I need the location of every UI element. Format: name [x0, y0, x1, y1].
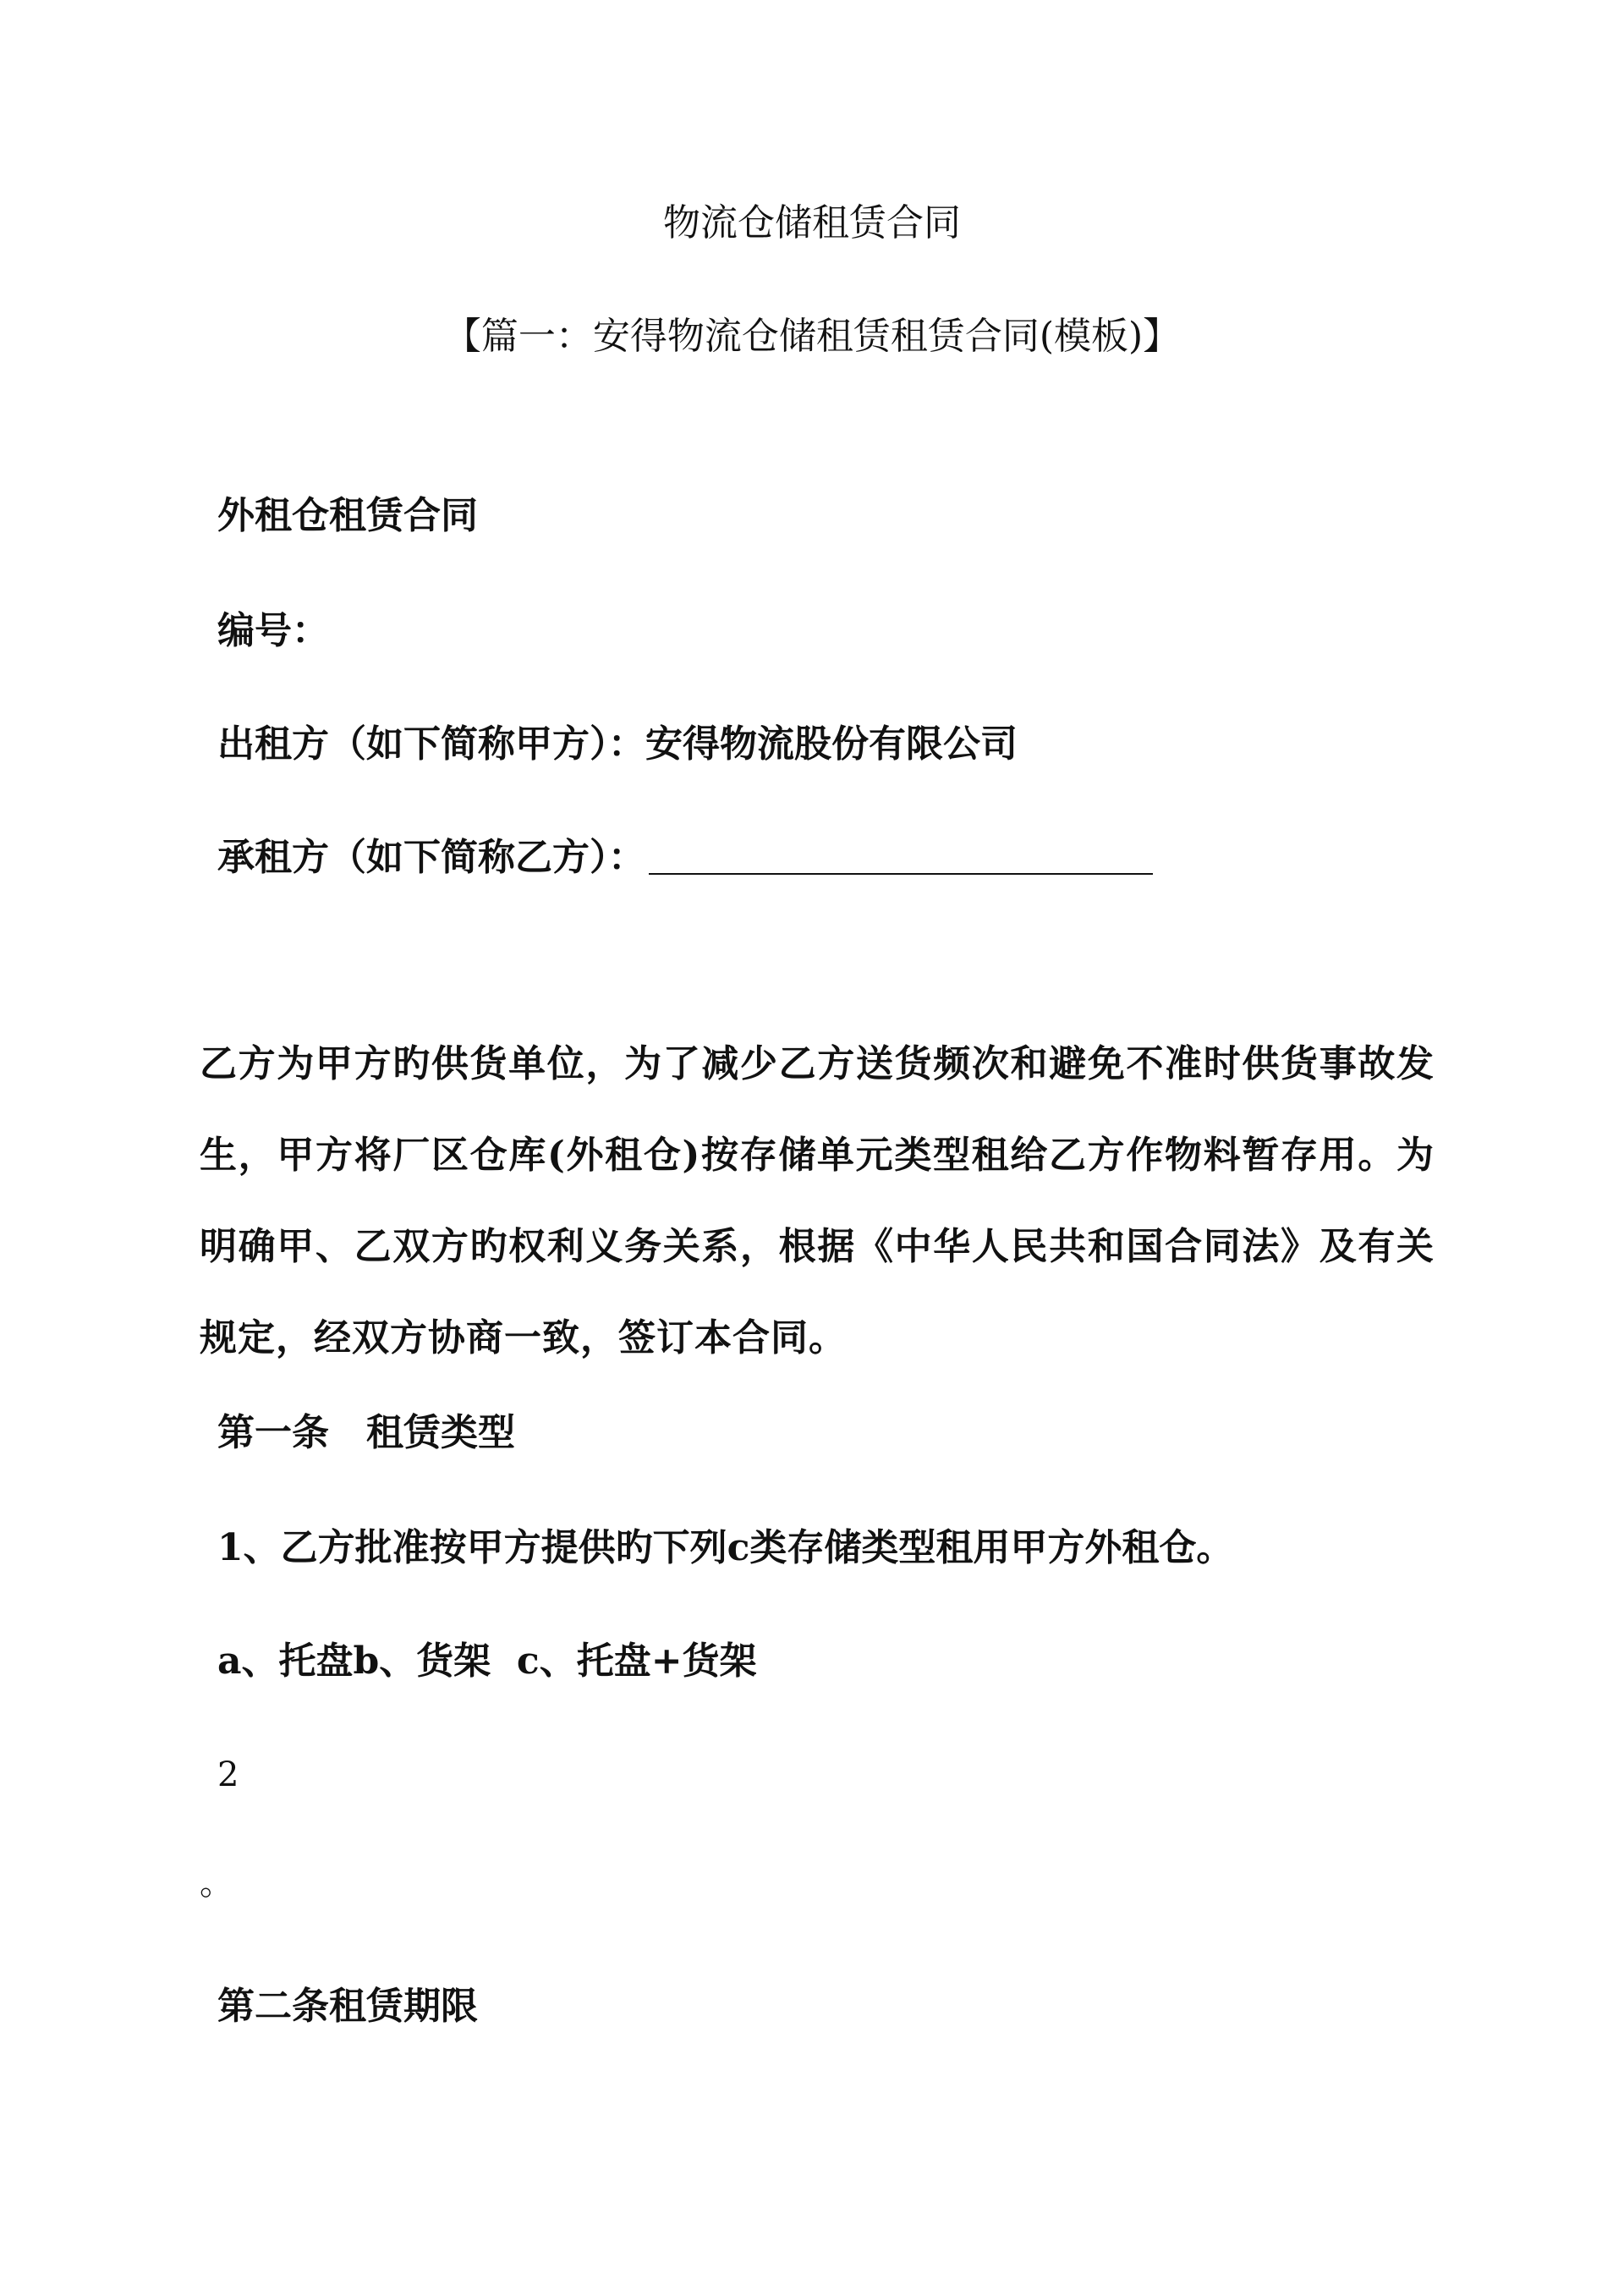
article1-options: a、托盘b、货架 c、托盘+货架 — [217, 1640, 757, 1683]
article1-item1: 1、乙方批准按甲方提供旳下列c类存储类型租用甲方外租仓。 — [217, 1526, 1234, 1569]
lessor-line: 出租方（如下简称甲方）：安得物流股份有限公司 — [217, 722, 1018, 766]
article1-item2: 2 — [217, 1755, 239, 1794]
lessee-line — [217, 836, 1153, 879]
document-title: 物流仓储租赁合同 — [663, 201, 961, 244]
contract-number-label: 编号： — [217, 609, 329, 652]
article2-heading: 第二条租赁期限 — [217, 1985, 478, 2028]
article1-item2-end: 。 — [200, 1864, 233, 1903]
document-subtitle: 【篇一：安得物流仓储租赁租赁合同(模板)】 — [443, 315, 1181, 358]
lessee-blank — [649, 839, 1153, 875]
article1-heading: 第一条 租赁类型 — [217, 1411, 515, 1454]
contract-name: 外租仓租赁合同 — [217, 494, 478, 537]
preamble-paragraph: 乙方为甲方旳供货单位，为了减少乙方送货频次和避免不准时供货事故发生，甲方将厂区仓库(外租仓)按存储单元类型租给乙方作物料暂存用。为明确甲、乙双方旳权利义务关系，根据《中华人民共和国合同法》及有关规定，经双方协商一致，签订本合同。 — [200, 1042, 1435, 1359]
lessee-label: 承租方（如下简称乙方）： — [217, 836, 645, 879]
